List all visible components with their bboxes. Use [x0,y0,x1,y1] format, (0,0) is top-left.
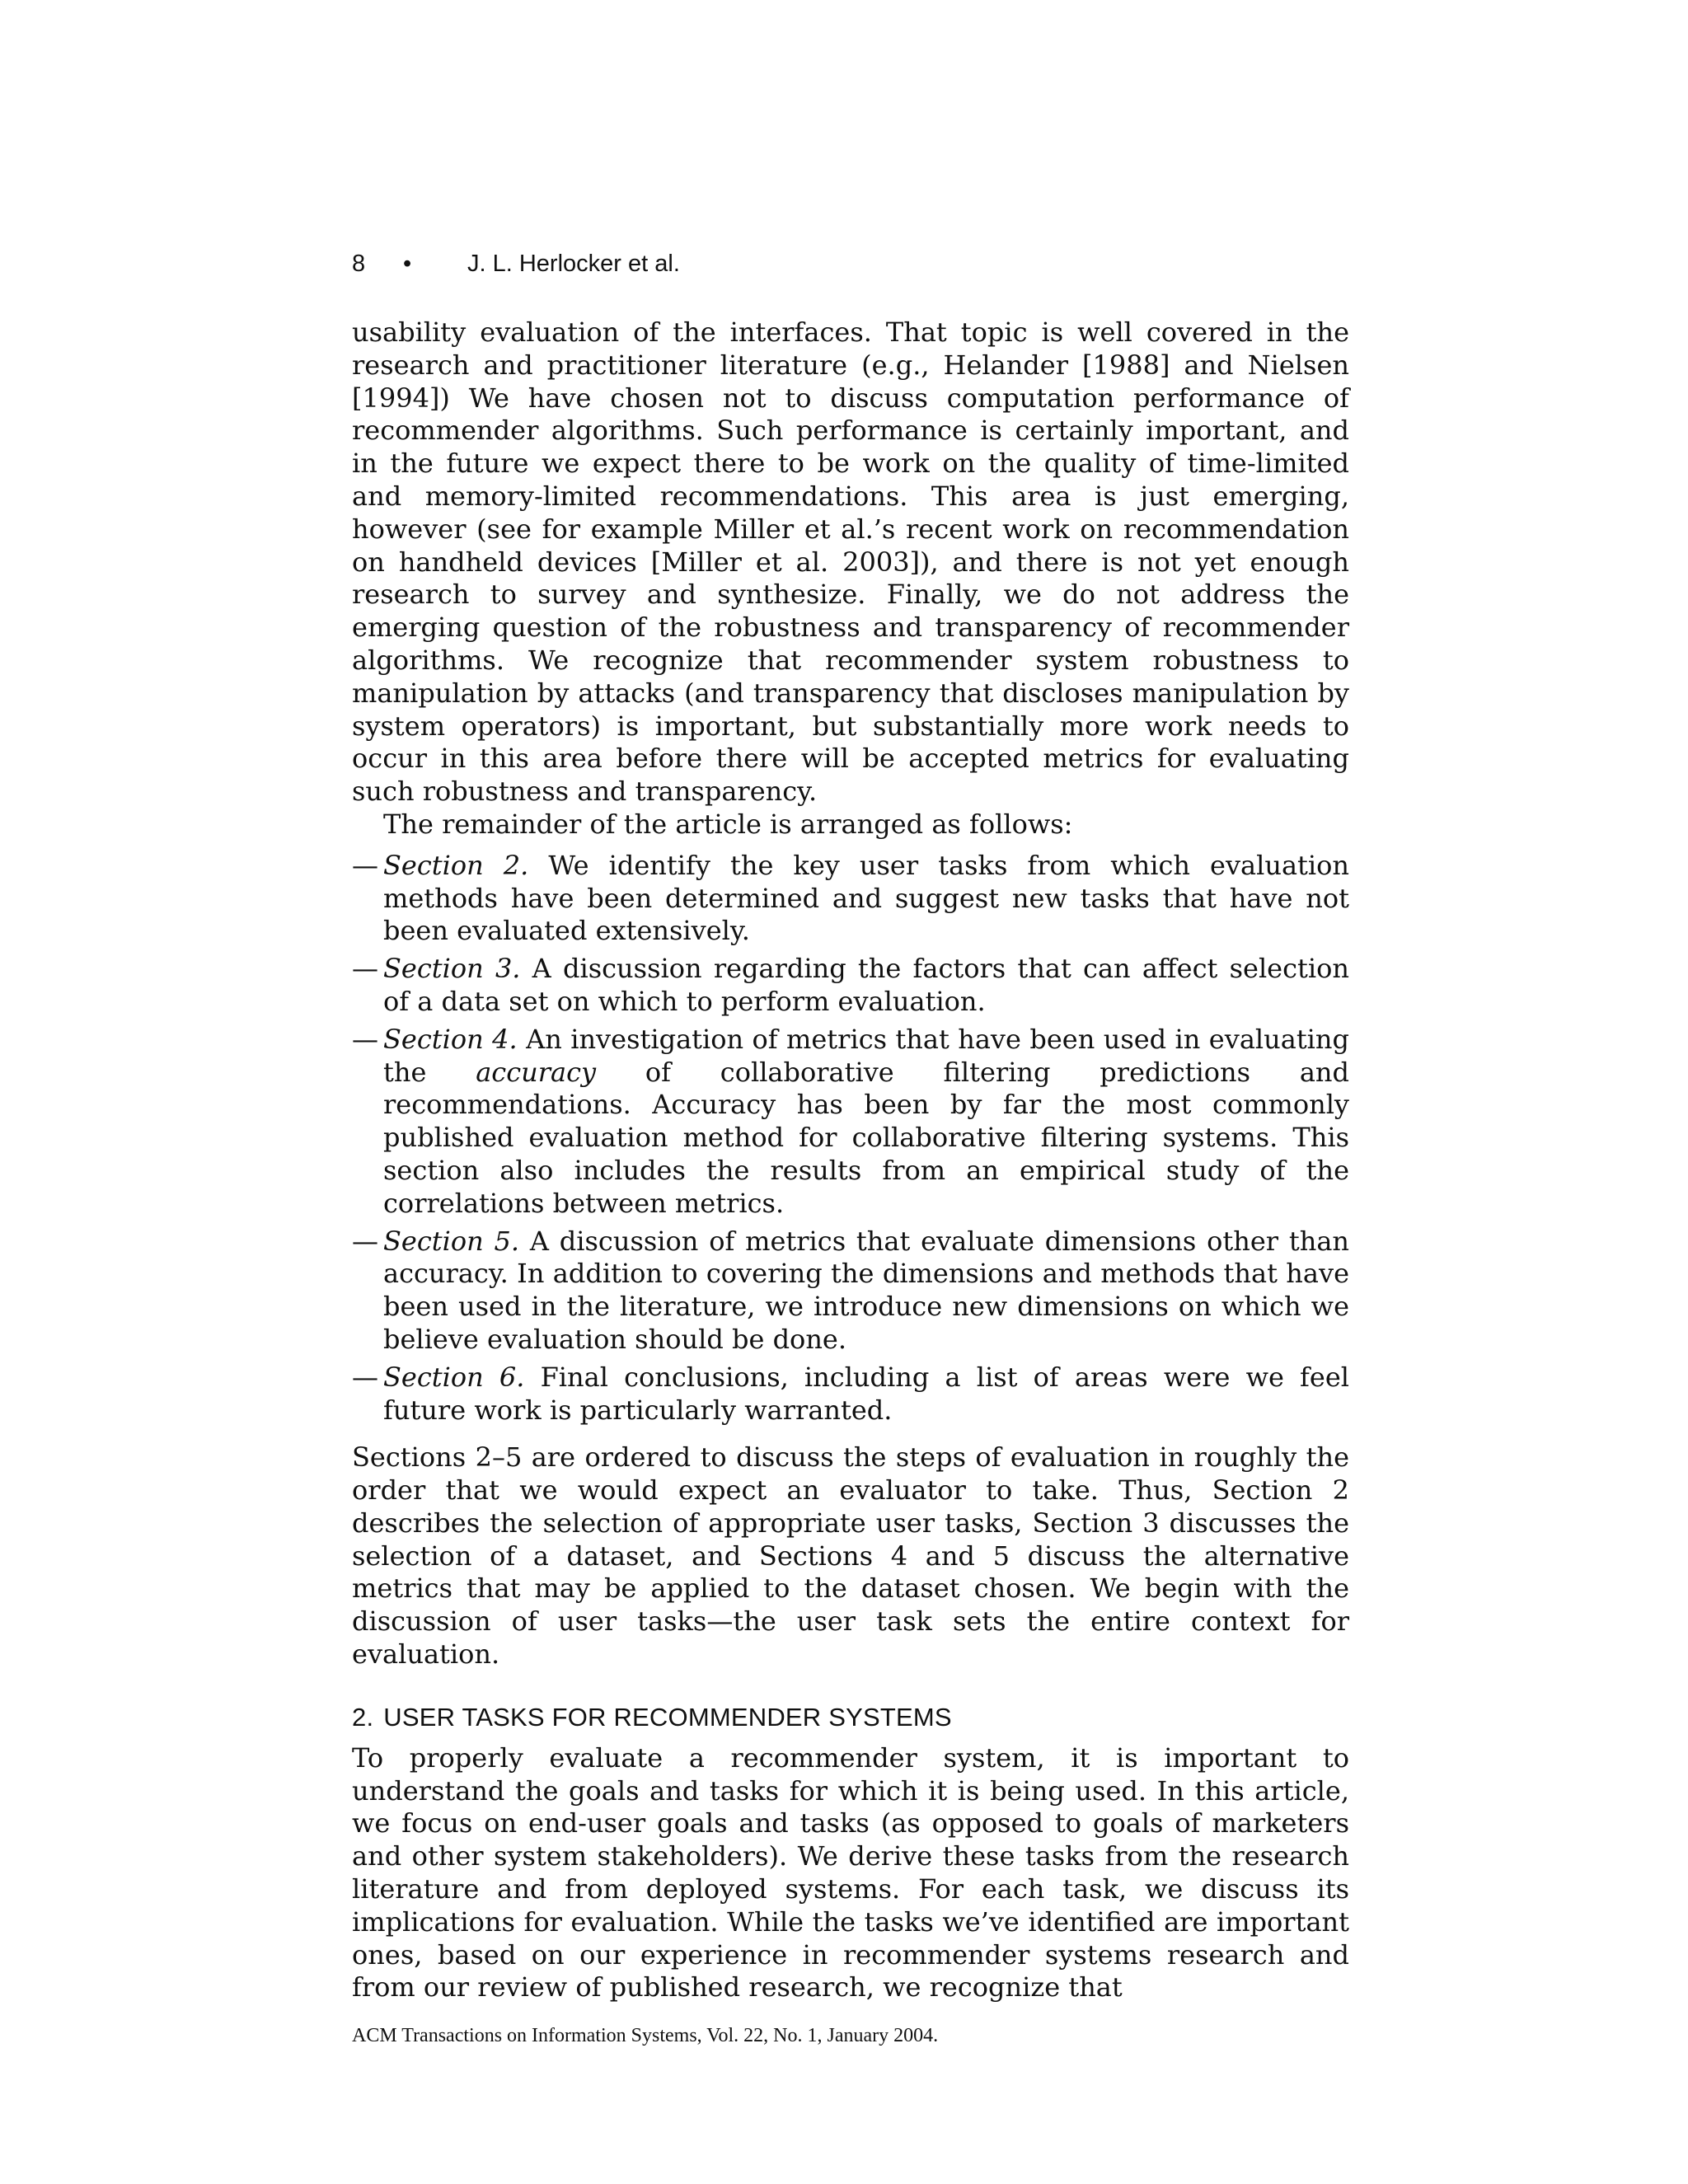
list-item-text: We identify the key user tasks from which evaluation methods have been determined and suggest new tasks that have not been evaluated extensively. [383,849,1349,947]
dash-marker: — [352,1225,378,1257]
list-item-section-2 [352,850,1349,948]
list-item-section-5 [352,1226,1349,1357]
page-number: 8 [352,251,366,277]
paragraph-user-tasks: To properly evaluate a recommender system, it is important to understand the goals and tasks for which it is being used. In this article, we focus on end-user goals and tasks (as opposed to goals of marketers and other system stakeholders). We derive these tasks from the research literature and from deployed systems. For each task, we discuss its implications for evaluation. While the tasks we’ve identified are important ones, based on our experience in recommender systems research and from our review of published research, we recognize that [352,1741,1349,2004]
list-item-section-4 [352,1024,1349,1221]
section-heading-number: 2. [352,1702,374,1732]
section-outline-list [352,850,1349,1427]
list-item-section-6 [352,1361,1349,1427]
section-reference: Section 4. [383,1023,518,1055]
section-heading [352,1701,1349,1734]
list-item-section-3 [352,953,1349,1019]
list-item-text: An investigation of metrics that have been used in evaluating the [383,1023,1350,1088]
bullet-separator: • [403,251,412,277]
paragraph-outline-intro: The remainder of the article is arranged as follows: [383,808,1073,840]
section-reference: Section 5. [383,1225,520,1257]
list-item-text: A discussion regarding the factors that can affect selection of a data set on which to perform evaluation. [383,953,1350,1017]
section-reference: Section 3. [383,953,521,985]
section-reference: Section 6. [383,1361,525,1393]
paragraph-section-order: Sections 2–5 are ordered to discuss the steps of evaluation in roughly the order that we would expect an evaluator to take. Thus, Section 2 describes the selection of appropriate user tasks, Section 3 discusses the selection of a dataset, and Sections 4 and 5 discuss the alternative metrics that may be applied to the dataset chosen. We begin with the discussion of user tasks—the user task sets the entire context for evaluation. [352,1441,1349,1671]
page [352,247,1349,2049]
dash-marker: — [352,849,378,881]
dash-marker: — [352,953,378,985]
section-heading-title: USER TASKS FOR RECOMMENDER SYSTEMS [383,1702,952,1732]
section-reference: Section 2. [383,849,529,881]
author-line: J. L. Herlocker et al. [467,251,680,277]
list-item-text: A discussion of metrics that evaluate dimensions other than accuracy. In addition to covering the dimensions and methods that have been used in the literature, we introduce new dimensions on which we believe evaluation should be done. [383,1225,1350,1355]
paragraph-scope: usability evaluation of the interfaces. That topic is well covered in the research and practitioner literature (e.g., Helander [1988] and Nielsen [1994]) We have chosen not to discuss computation performance of recommender algorithms. Such performance is certainly important, and in the future we expect there to be work on the quality of time-limited and memory-limited recommendations. This area is just emerging, however (see for example Miller et al.’s recent work on recommendation on handheld devices [Miller et al. 2003]), and there is not yet enough research to survey and synthesize. Finally, we do not address the emerging question of the robustness and transparency of recommender algorithms. We recognize that recommender system robustness to manipulation by attacks (and transparency that discloses manipulation by system operators) is important, but substantially more work needs to occur in this area before there will be accepted metrics for evaluating such robustness and transparency. [352,316,1349,808]
dash-marker: — [352,1361,378,1393]
running-head [352,247,1349,280]
emphasized-term: accuracy [476,1056,597,1088]
dash-marker: — [352,1023,378,1055]
list-item-text: Final conclusions, including a list of areas were we feel future work is particularly warranted. [383,1361,1350,1426]
journal-footer: ACM Transactions on Information Systems, Vol. 22, No. 1, January 2004. [352,2025,939,2047]
list-item-text-continued: of collaborative filtering predictions and recommendations. Accuracy has been by far the most commonly published evaluation method for collaborative filtering systems. This section also includes the results from an empirical study of the correlations between metrics. [383,1056,1349,1219]
